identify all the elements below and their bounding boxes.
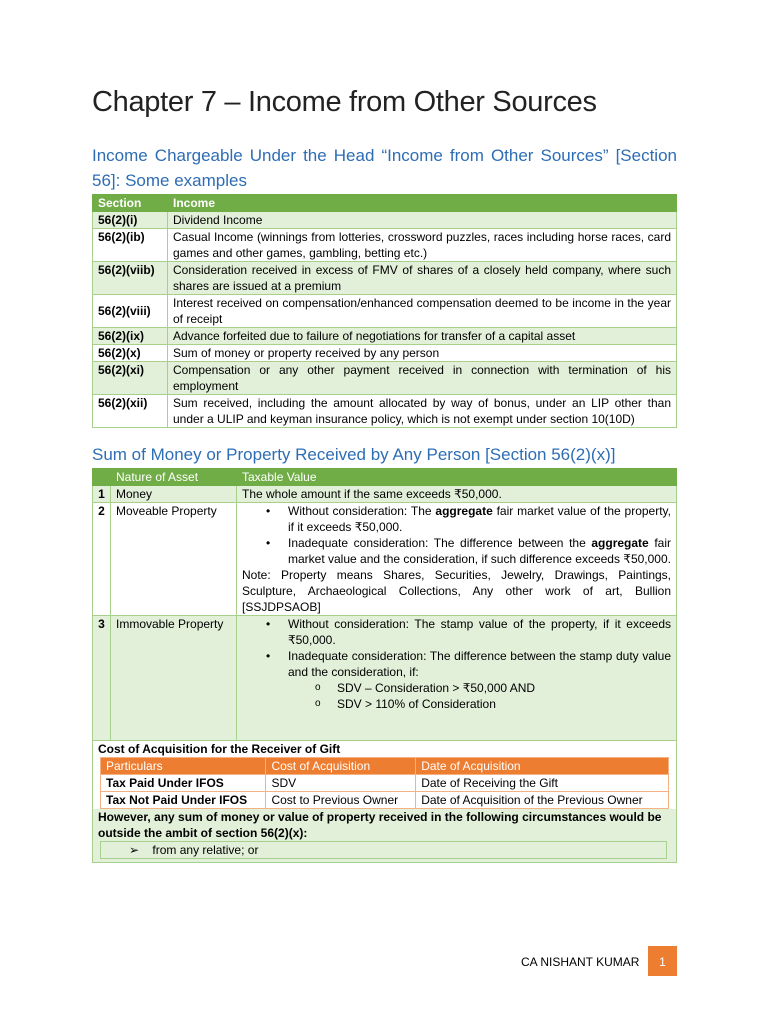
however-note: However, any sum of money or value of property received in the following circumstances would be outside the ambit of section 56(2)(x): xyxy=(98,810,662,840)
table-row xyxy=(93,362,677,395)
table-row-moveable-property xyxy=(93,503,677,616)
section-cell: 56(2)(ib) xyxy=(93,229,168,262)
section-cell: 56(2)(x) xyxy=(93,345,168,362)
column-header-particulars: Particulars xyxy=(101,758,266,775)
income-cell: Casual Income (winnings from lotteries, crossword puzzles, races including horse races, card games and other games, gambling, betting etc.) xyxy=(168,229,677,262)
section-cell: 56(2)(xii) xyxy=(93,395,168,428)
bullet-list xyxy=(242,616,671,680)
property-note: Note: Property means Shares, Securities, Jewelry, Drawings, Paintings, Sculpture, Archaeological Collections, Any other work of art, Bullion [SSJDPSAOB] xyxy=(242,568,671,614)
table-header-row xyxy=(93,469,677,486)
taxable-value-cell: The whole amount if the same exceeds ₹50,000. xyxy=(237,486,677,503)
column-header-taxable-value: Taxable Value xyxy=(237,469,677,486)
text-run: Inadequate consideration: The difference between the stamp duty value and the consideration, if: xyxy=(288,649,671,679)
table-row-immovable-property xyxy=(93,616,677,741)
column-header-number xyxy=(93,469,111,486)
chapter-title: Chapter 7 – Income from Other Sources xyxy=(92,86,597,118)
text-run: Inadequate consideration: The difference between the xyxy=(288,536,592,550)
cost-cell: Cost to Previous Owner xyxy=(266,792,416,809)
column-header-nature-of-asset: Nature of Asset xyxy=(111,469,237,486)
section-cell: 56(2)(i) xyxy=(93,212,168,229)
bullet-list xyxy=(242,503,671,567)
section-cell: 56(2)(viii) xyxy=(93,295,168,328)
table-row xyxy=(93,328,677,345)
asset-cell: Money xyxy=(111,486,237,503)
taxable-value-cell xyxy=(237,616,677,741)
asset-cell: Immovable Property xyxy=(111,616,237,741)
particulars-cell: Tax Not Paid Under IFOS xyxy=(101,792,266,809)
income-examples-table xyxy=(92,194,677,428)
date-cell: Date of Acquisition of the Previous Owner xyxy=(416,792,669,809)
section-cell: 56(2)(xi) xyxy=(93,362,168,395)
table-row-cost-of-acquisition xyxy=(93,741,677,863)
list-item xyxy=(266,648,671,680)
bold-text: aggregate xyxy=(591,536,649,550)
income-cell: Dividend Income xyxy=(168,212,677,229)
table-row xyxy=(93,295,677,328)
table-row xyxy=(101,775,669,792)
text-run: Without consideration: The xyxy=(288,504,436,518)
section-heading-sum-of-money: Sum of Money or Property Received by Any Person [Section 56(2)(x)] xyxy=(92,445,616,464)
column-header-income: Income xyxy=(168,195,677,212)
income-cell: Sum of money or property received by any person xyxy=(168,345,677,362)
list-item xyxy=(266,503,671,535)
table-row xyxy=(93,345,677,362)
table-header-row xyxy=(93,195,677,212)
table-header-row xyxy=(101,758,669,775)
section-cell: 56(2)(ix) xyxy=(93,328,168,345)
row-number: 3 xyxy=(93,616,111,741)
bullet-icon: • xyxy=(266,536,271,550)
cost-cell: SDV xyxy=(266,775,416,792)
text-run: Without consideration: The stamp value of the property, if it exceeds ₹50,000. xyxy=(288,617,671,647)
sum-of-money-table xyxy=(92,468,677,863)
text-run: fair market value of the property, if it exceeds ₹50,000. xyxy=(288,504,671,534)
list-item xyxy=(315,680,671,696)
row-number: 1 xyxy=(93,486,111,503)
date-cell: Date of Receiving the Gift xyxy=(416,775,669,792)
list-item xyxy=(266,616,671,648)
table-row-money xyxy=(93,486,677,503)
bullet-icon: • xyxy=(266,617,271,631)
table-row xyxy=(93,395,677,428)
income-cell: Compensation or any other payment received in connection with termination of his employment xyxy=(168,362,677,395)
column-header-cost: Cost of Acquisition xyxy=(266,758,416,775)
text-run: fair market value and the consideration, if such difference exceeds ₹50,000. xyxy=(288,536,671,566)
bullet-icon: • xyxy=(266,504,271,518)
list-item xyxy=(100,841,667,859)
arrow-bullet-icon: ➢ xyxy=(129,843,140,857)
table-row xyxy=(101,792,669,809)
taxable-value-cell xyxy=(237,503,677,616)
section-heading-income-chargeable: Income Chargeable Under the Head “Income from Other Sources” [Section 56]: Some examples xyxy=(92,146,677,190)
relative-text: from any relative; or xyxy=(152,843,259,857)
list-item xyxy=(315,696,671,712)
cost-section-cell xyxy=(93,741,677,863)
sub-list xyxy=(242,680,671,712)
list-item xyxy=(266,535,671,567)
bold-text: aggregate xyxy=(435,504,493,518)
row-number: 2 xyxy=(93,503,111,616)
section-cell: 56(2)(viib) xyxy=(93,262,168,295)
text-run: SDV – Consideration > ₹50,000 AND xyxy=(337,681,536,695)
income-cell: Advance forfeited due to failure of negotiations for transfer of a capital asset xyxy=(168,328,677,345)
column-header-date: Date of Acquisition xyxy=(416,758,669,775)
column-header-section: Section xyxy=(93,195,168,212)
circle-bullet-icon: o xyxy=(315,682,321,693)
income-cell: Consideration received in excess of FMV of shares of a closely held company, where such shares are issued at a premium xyxy=(168,262,677,295)
particulars-cell: Tax Paid Under IFOS xyxy=(101,775,266,792)
income-cell: Sum received, including the amount allocated by way of bonus, under an LIP other than under a ULIP and keyman insurance policy, which is not exempt under section 10(10D) xyxy=(168,395,677,428)
footer-author: CA NISHANT KUMAR xyxy=(521,955,640,969)
circle-bullet-icon: o xyxy=(315,698,321,709)
table-row xyxy=(93,262,677,295)
asset-cell: Moveable Property xyxy=(111,503,237,616)
text-run: SDV > 110% of Consideration xyxy=(337,697,496,711)
cost-of-acquisition-table xyxy=(100,757,669,809)
table-row xyxy=(93,212,677,229)
table-row xyxy=(93,229,677,262)
page-number-badge: 1 xyxy=(648,946,677,976)
cost-heading: Cost of Acquisition for the Receiver of Gift xyxy=(93,741,676,757)
income-cell: Interest received on compensation/enhanced compensation deemed to be income in the year of receipt xyxy=(168,295,677,328)
bullet-icon: • xyxy=(266,649,271,663)
